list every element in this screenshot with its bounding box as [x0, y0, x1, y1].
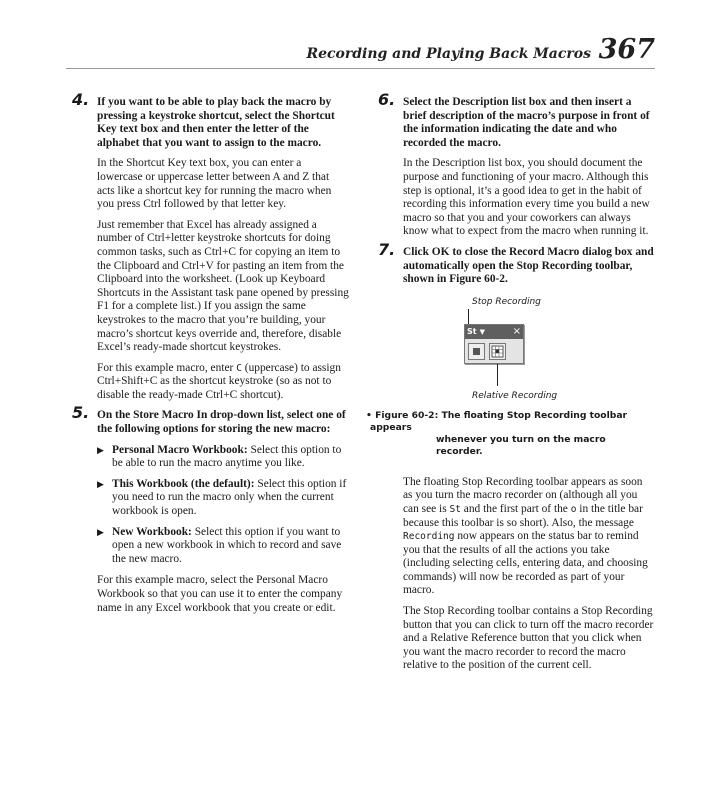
paragraph: For this example macro, enter C (uppercase) to assign Ctrl+Shift+C as the shortcut keystroke (so as not to disable the ready-made Ctrl+C shortcut). — [97, 361, 341, 401]
step-heading: Select the Description list box and then insert a brief description of the macro’s purpose in front of the information indicating the date and who recorded the macro. — [403, 96, 650, 149]
left-column — [66, 90, 349, 622]
step-number: 7. — [378, 239, 396, 259]
figure-caption — [366, 410, 654, 458]
stop-recording-button[interactable] — [468, 343, 485, 360]
relative-reference-button[interactable] — [489, 343, 506, 360]
list-item: ▶ Personal Macro Workbook: Select this option to be able to run the macro anytime you like. — [97, 443, 342, 470]
callout-leader — [497, 364, 498, 386]
paragraph: Just remember that Excel has already assigned a number of Ctrl+letter keystroke shortcuts for doing common tasks, such as Ctrl+C for copying an item to the Clipboard and Ctrl+V for pasting an item from the Clipboard into the worksheet. (Look up Keyboard Shortcuts in the Assistant task pane opened by pressing F1 for a complete list.) If you assign the same keystrokes to the macro that you’re building, your macro’s shortcut keys override and, therefore, disable Excel’s ready-made shortcut keystrokes. — [97, 218, 349, 354]
triangle-bullet-icon: ▶ — [97, 478, 104, 489]
close-icon[interactable]: × — [512, 325, 521, 337]
caption-text-continued: whenever you turn on the macro recorder. — [436, 433, 606, 457]
page-number: 367 — [598, 34, 655, 65]
paragraph: For this example macro, select the Personal Macro Workbook so that you can use it to enter the company name in any Excel workbook that you create or edit. — [97, 574, 343, 614]
inline-code: Recording — [403, 531, 455, 543]
option-list — [97, 444, 349, 567]
step-4 — [66, 90, 349, 402]
callout-relative-recording: Relative Recording — [472, 390, 558, 401]
list-item: ▶ New Workbook: Select this option if you want to open a new workbook in which to record and save the new macro. — [97, 525, 342, 565]
triangle-bullet-icon: ▶ — [97, 526, 104, 537]
stop-icon — [473, 348, 480, 355]
list-item: ▶ This Workbook (the default): Select this option if you need to run the macro only when the current workbook is open. — [97, 477, 347, 518]
step-5 — [66, 403, 349, 615]
header-rule — [66, 68, 655, 69]
toolbar-titlebar[interactable] — [465, 325, 523, 339]
paragraph: The floating Stop Recording toolbar appears as soon as you turn the macro recorder on (although all you can see is St and the first part of the o in the title bar because this toolbar is so short). Also, the message Recording now appears on the status bar to remind you that the results of all the actions you take (including selecting cells, entering data, and choosing commands) will now be recorded as part of your macro. — [403, 475, 648, 597]
step-heading: If you want to be able to play back the macro by pressing a keystroke shortcut, select the Shortcut Key text box and then enter the letter of the alphabet that you want to assign to the macro. — [97, 96, 335, 149]
step-6 — [372, 90, 654, 239]
step-number: 4. — [72, 90, 90, 109]
paragraph: The Stop Recording toolbar contains a Stop Recording button that you can click to turn off the macro recorder and a Relative Reference button that you click when you want the macro recorder to record the macro relative to the position of the current cell. — [403, 605, 654, 672]
paragraph: In the Shortcut Key text box, you can enter a lowercase or uppercase letter between A and Z that acts like a shortcut key for running the macro when you press Ctrl followed by that letter key. — [97, 157, 332, 211]
header-title: Recording and Playing Back Macros — [306, 46, 591, 62]
figure-60-2 — [372, 294, 654, 404]
caption-label: • Figure 60-2: — [366, 409, 439, 421]
inline-code: St — [449, 503, 461, 515]
caption-text: The floating Stop Recording toolbar appears — [370, 409, 628, 433]
toolbar-buttons — [465, 339, 523, 364]
callout-stop-recording: Stop Recording — [472, 296, 541, 307]
inline-code: o — [570, 503, 577, 515]
step-number: 6. — [378, 90, 396, 109]
toolbar-title: St — [467, 326, 477, 336]
right-column — [366, 90, 654, 680]
step-number: 5. — [72, 403, 90, 423]
inline-code: C — [236, 362, 242, 374]
toolbar-options-icon[interactable]: ▼ — [479, 327, 485, 336]
step-heading: Click OK to close the Record Macro dialog box and automatically open the Stop Recording toolbar, shown in Figure 60-2. — [403, 245, 654, 286]
step-7-continued — [372, 476, 654, 673]
paragraph: In the Description list box, you should document the purpose and functioning of your macro. Although this step is optional, it’s a good idea to get in the habit of recording this information every time you build a new macro so that you and your coworkers can always know what to expect from the macro when running it. — [403, 157, 650, 238]
stop-recording-toolbar[interactable] — [464, 324, 524, 364]
triangle-bullet-icon: ▶ — [97, 444, 104, 455]
step-7 — [372, 239, 654, 287]
step-heading: On the Store Macro In drop-down list, select one of the following options for storing the new macro: — [97, 409, 346, 436]
